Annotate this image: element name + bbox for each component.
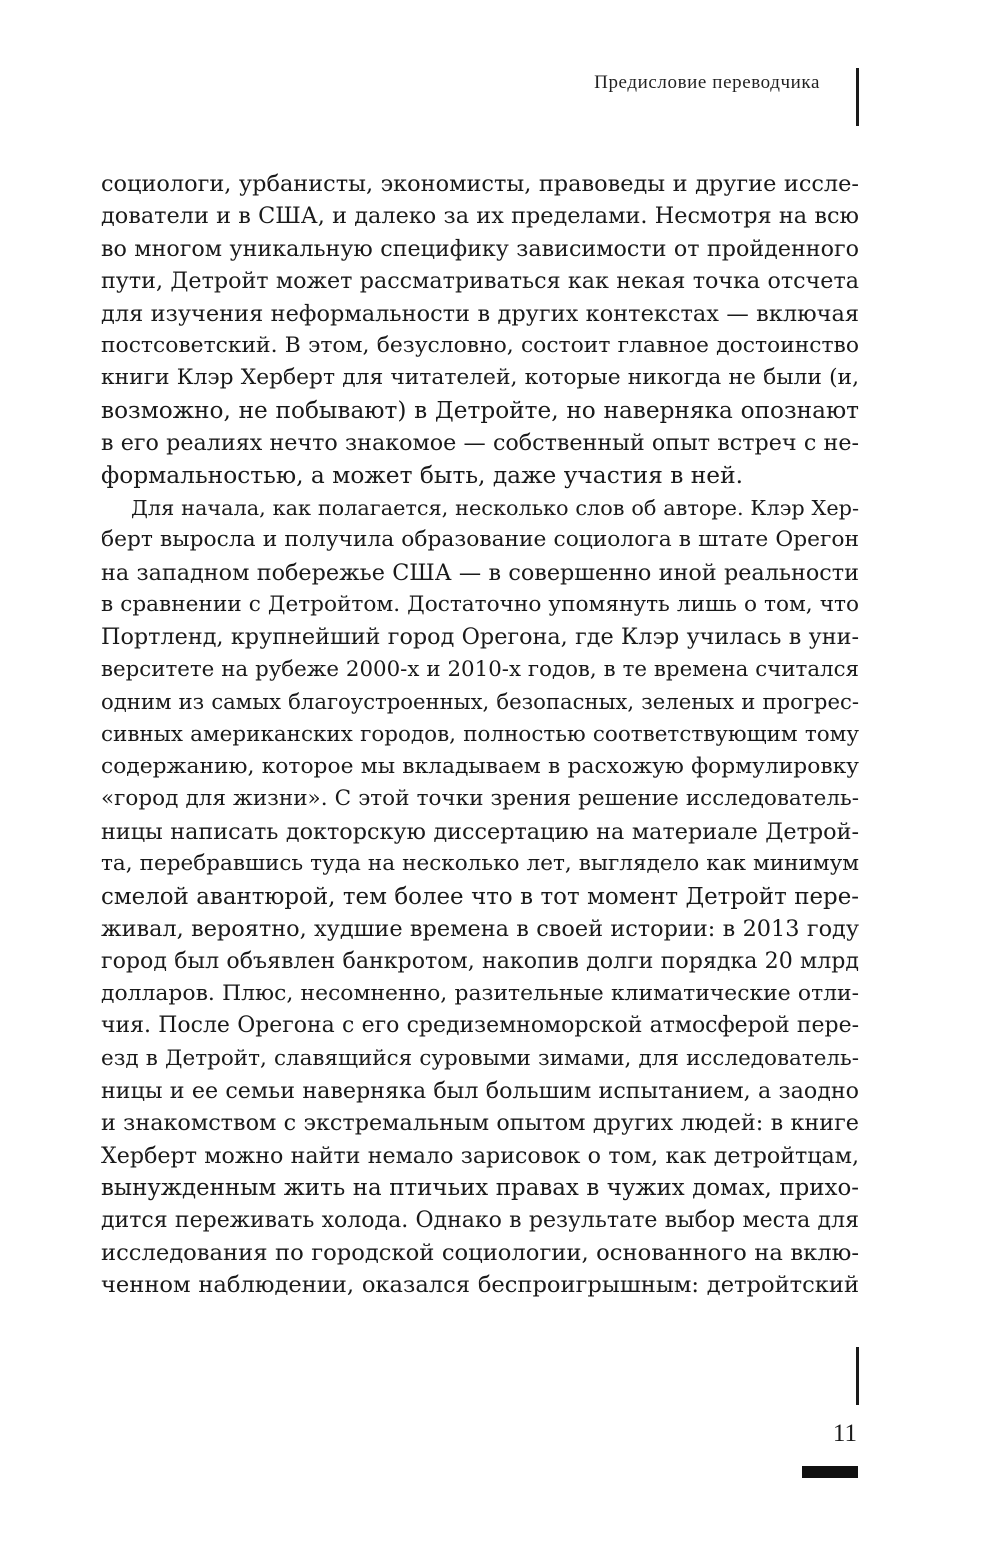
text-line: Портленд, крупнейший город Орегона, где Клэр училась в уни- bbox=[101, 624, 859, 651]
text-line: для изучения неформальности в других контекстах — включая bbox=[101, 300, 859, 327]
text-line: исследования по городской социологии, основанного на вклю- bbox=[101, 1239, 859, 1266]
text-line: Херберт можно найти немало зарисовок о том, как детройтцам, bbox=[101, 1142, 859, 1169]
text-line: чия. После Орегона с его средиземноморской атмосферой пере- bbox=[101, 1013, 859, 1039]
text-line: вынужденным жить на птичьих правах в чужих домах, прихо- bbox=[101, 1175, 859, 1202]
text-line: берт выросла и получила образование социолога в штате Орегон bbox=[101, 527, 859, 553]
text-line: Для начала, как полагается, несколько слов об авторе. Клэр Хер- bbox=[131, 495, 859, 520]
text-line: смелой авантюрой, тем более что в тот момент Детройт пере- bbox=[101, 883, 859, 910]
text-line: та, перебравшись туда на несколько лет, выглядело как минимум bbox=[101, 851, 859, 877]
paragraph bbox=[101, 168, 859, 492]
text-line: ченном наблюдении, оказался беспроигрышным: детройтский bbox=[101, 1272, 859, 1299]
text-line: на западном побережье США — в совершенно иной реальности bbox=[101, 559, 859, 586]
text-line: долларов. Плюс, несомненно, разительные климатические отли- bbox=[101, 980, 859, 1006]
text-line: живал, вероятно, худшие времена в своей истории: в 2013 году bbox=[101, 915, 859, 942]
page-marker-bar bbox=[802, 1466, 858, 1478]
page-number: 11 bbox=[832, 1420, 857, 1447]
text-line: книги Клэр Херберт для читателей, которые никогда не были (и, bbox=[101, 365, 859, 391]
text-line: верситете на рубеже 2000-х и 2010-х годов, в те времена считался bbox=[101, 656, 859, 682]
text-line: во многом уникальную специфику зависимости от пройденного bbox=[101, 235, 859, 262]
text-line: пути, Детройт может рассматриваться как некая точка отсчета bbox=[101, 268, 859, 295]
text-line: езд в Детройт, славящийся суровыми зимами, для исследователь- bbox=[101, 1045, 859, 1071]
text-line: в его реалиях нечто знакомое — собственный опыт встреч с не- bbox=[101, 430, 859, 457]
header-vertical-rule bbox=[856, 68, 859, 126]
text-line: содержанию, которое мы вкладываем в расхожую формулировку bbox=[101, 754, 859, 780]
text-line: в сравнении с Детройтом. Достаточно упомянуть лишь о том, что bbox=[101, 592, 859, 618]
text-line: постсоветский. В этом, безусловно, состоит главное достоинство bbox=[101, 332, 859, 358]
text-line: ницы и ее семьи наверняка был большим испытанием, а заодно bbox=[101, 1077, 859, 1104]
text-line: ницы написать докторскую диссертацию на материале Детрой- bbox=[101, 818, 859, 845]
text-line: одним из самых благоустроенных, безопасных, зеленых и прогрес- bbox=[101, 689, 859, 715]
text-line: дится переживать холода. Однако в результате выбор места для bbox=[101, 1207, 859, 1233]
text-line: дователи и в США, и далеко за их пределами. Несмотря на всю bbox=[101, 203, 859, 230]
text-line: город был объявлен банкротом, накопив долги порядка 20 млрд bbox=[101, 948, 859, 975]
text-line: сивных американских городов, полностью соответствующим тому bbox=[101, 721, 859, 747]
text-line: и знакомством с экстремальным опытом других людей: в книге bbox=[101, 1110, 859, 1137]
running-header: Предисловие переводчика bbox=[594, 72, 820, 93]
text-line: социологи, урбанисты, экономисты, правоведы и другие иссле- bbox=[101, 171, 859, 197]
paragraph bbox=[101, 492, 859, 1302]
text-line: возможно, не побывают) в Детройте, но наверняка опознают bbox=[101, 396, 859, 424]
text-line: формальностью, а может быть, даже участия в ней. bbox=[101, 461, 744, 489]
body-text bbox=[101, 168, 859, 1302]
footer-vertical-rule bbox=[856, 1347, 859, 1405]
text-line: «город для жизни». С этой точки зрения решение исследователь- bbox=[101, 786, 859, 812]
